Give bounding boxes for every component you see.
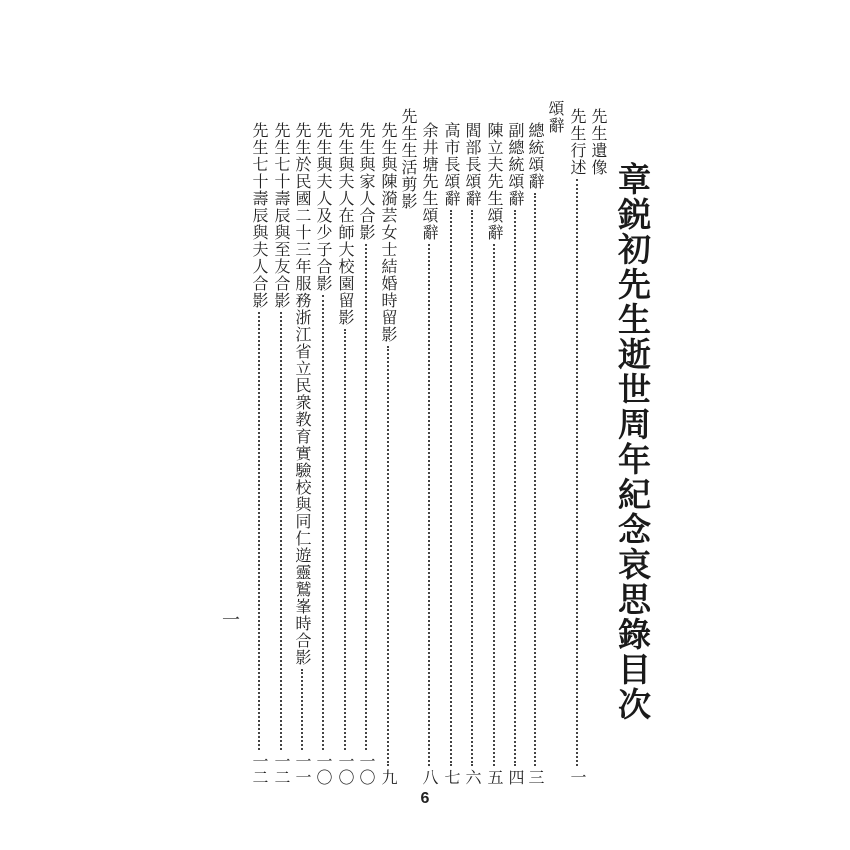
leader-dots	[514, 210, 516, 766]
entry-page: 四	[506, 769, 525, 785]
toc-heading	[588, 108, 608, 176]
toc-entry	[567, 108, 587, 785]
toc-heading	[398, 108, 418, 210]
leader-dots	[344, 329, 346, 750]
entry-page: 一二	[272, 753, 291, 785]
entry-page: 九	[379, 769, 398, 785]
entry-label: 先生與家人合影	[357, 122, 376, 241]
entry-label: 先生七十壽辰與至友合影	[272, 122, 291, 309]
toc-entry	[271, 122, 291, 785]
entry-label: 先生生活剪影	[399, 108, 418, 210]
entry-page: 六	[463, 769, 482, 785]
folio-number: 一	[222, 610, 240, 631]
entry-page: 一〇	[314, 753, 333, 785]
entry-page: 一一	[293, 753, 312, 785]
toc-entry	[484, 122, 504, 785]
toc-entry	[505, 122, 525, 785]
leader-dots	[322, 295, 324, 750]
entry-label: 先生七十壽辰與夫人合影	[250, 122, 269, 309]
entry-page: 八	[420, 769, 439, 785]
leader-dots	[450, 210, 452, 766]
entry-label: 先生與夫人及少子合影	[314, 122, 333, 292]
entry-page: 一〇	[357, 753, 376, 785]
entry-label: 高市長頌辭	[442, 122, 461, 207]
entry-label: 先生與夫人在師大校園留影	[336, 122, 355, 326]
entry-label: 頌辭	[546, 100, 565, 134]
entry-page: 五	[485, 769, 504, 785]
entry-label: 副總統頌辭	[506, 122, 525, 207]
entry-page: 一〇	[336, 753, 355, 785]
entry-page: 三	[526, 769, 545, 785]
entry-label: 陳立夫先生頌辭	[485, 122, 504, 241]
entry-label: 先生行述	[568, 108, 587, 176]
toc-entry	[378, 122, 398, 785]
page-title: 章鋭初先生逝世周年紀念哀思錄目次	[613, 162, 652, 722]
entry-page: 七	[442, 769, 461, 785]
entry-label: 閻部長頌辭	[463, 122, 482, 207]
leader-dots	[280, 312, 282, 750]
leader-dots	[576, 179, 578, 766]
toc-entry	[441, 122, 461, 785]
toc-heading	[545, 100, 565, 134]
leader-dots	[534, 193, 536, 766]
toc-entry	[462, 122, 482, 785]
entry-label: 先生與陳漪芸女士結婚時留影	[379, 122, 398, 343]
leader-dots	[258, 312, 260, 750]
toc-entry	[419, 122, 439, 785]
entry-label: 先生於民國二十三年服務浙江省立民衆教育實驗校與同仁遊靈鷲峯時合影	[293, 122, 312, 666]
toc-entry	[249, 122, 269, 785]
leader-dots	[365, 244, 367, 750]
toc-entry	[335, 122, 355, 785]
toc-entry	[292, 122, 312, 785]
entry-page: 一二	[250, 753, 269, 785]
entry-label: 余井塘先生頌辭	[420, 122, 439, 241]
entry-page: 一	[568, 769, 587, 785]
leader-dots	[387, 346, 389, 766]
entry-label: 先生遺像	[589, 108, 608, 176]
toc-entry	[525, 122, 545, 785]
leader-dots	[428, 244, 430, 766]
toc-entry	[356, 122, 376, 785]
entry-label: 總統頌辭	[526, 122, 545, 190]
page-number: 6	[420, 790, 430, 807]
toc-entry	[313, 122, 333, 785]
leader-dots	[301, 669, 303, 750]
leader-dots	[493, 244, 495, 766]
leader-dots	[471, 210, 473, 766]
